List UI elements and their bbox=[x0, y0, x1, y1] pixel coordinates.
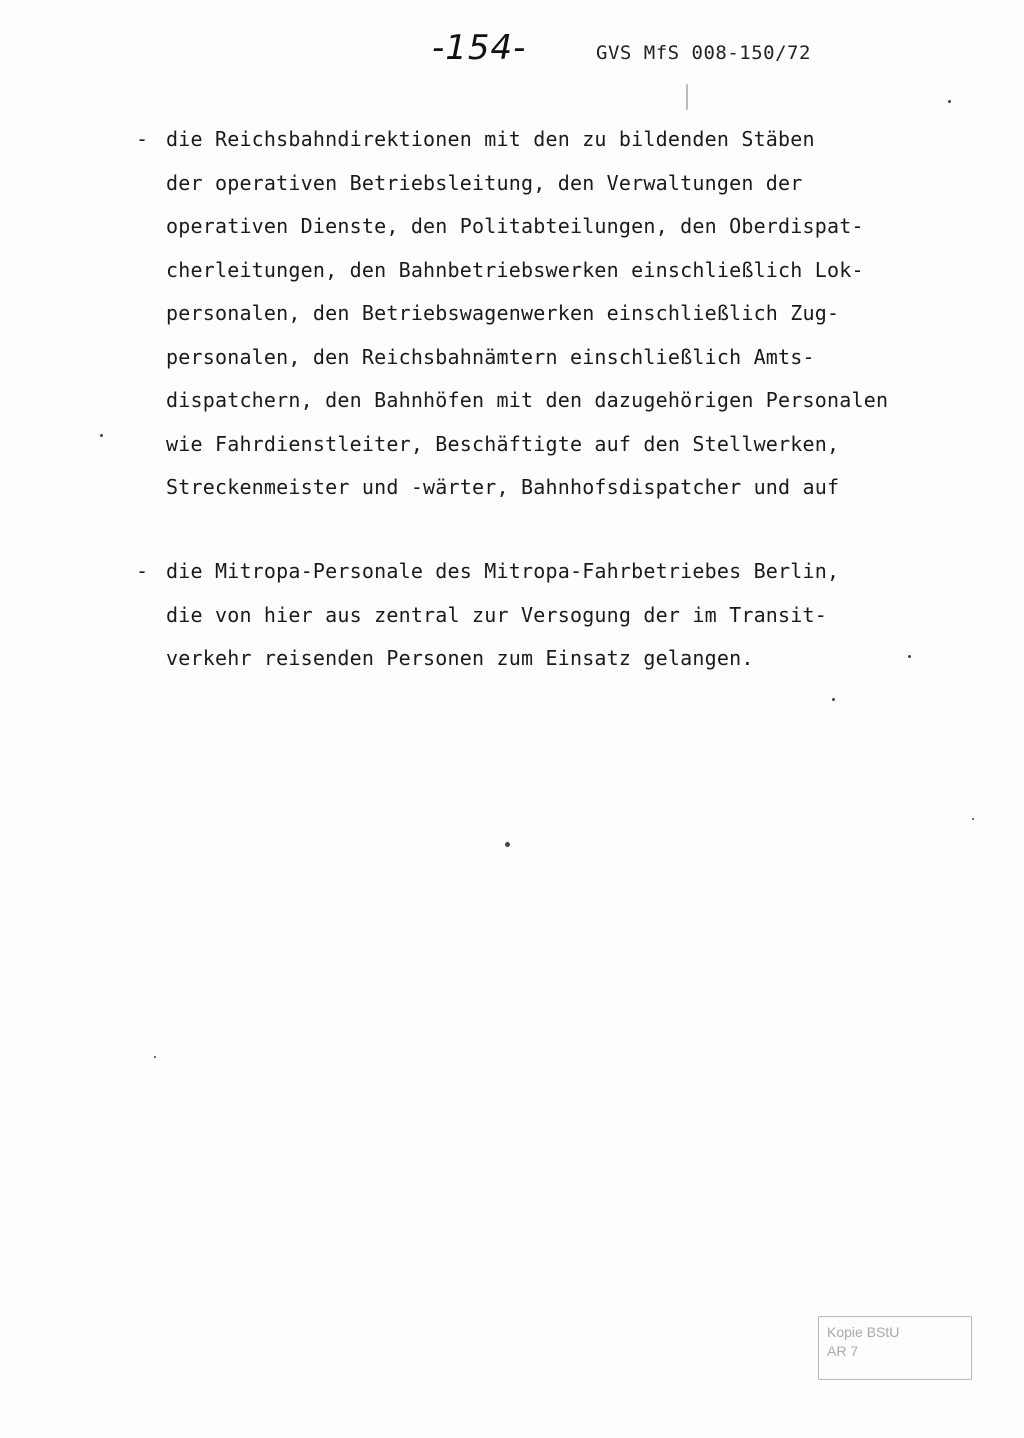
scan-speck bbox=[972, 818, 974, 820]
page-number: -154- bbox=[432, 28, 527, 68]
text-line: cherleitungen, den Bahnbetriebswerken einschließlich Lok- bbox=[166, 257, 864, 282]
stamp-line: Kopie BStU bbox=[827, 1324, 900, 1340]
scan-speck bbox=[154, 1056, 156, 1058]
scan-speck bbox=[686, 84, 688, 110]
list-item bbox=[136, 118, 888, 510]
text-line: operativen Dienste, den Politabteilungen, den Oberdispat- bbox=[166, 214, 864, 238]
stamp-line: AR 7 bbox=[827, 1343, 859, 1359]
text-line: die von hier aus zentral zur Versogung der im Transit- bbox=[166, 602, 828, 627]
archive-stamp bbox=[818, 1316, 972, 1380]
text-line: der operativen Betriebsleitung, den Verwaltungen der bbox=[166, 170, 803, 195]
scan-speck bbox=[948, 100, 951, 103]
text-line: personalen, den Betriebswagenwerken einschließlich Zug- bbox=[166, 301, 840, 325]
scan-speck bbox=[908, 655, 911, 658]
text-line: verkehr reisenden Personen zum Einsatz gelangen. bbox=[166, 646, 754, 670]
text-line: dispatchern, den Bahnhöfen mit den dazugehörigen Personalen bbox=[166, 388, 889, 412]
list-item bbox=[136, 550, 839, 681]
scan-speck bbox=[505, 842, 510, 847]
bullet-dash: - bbox=[136, 559, 149, 583]
scan-speck bbox=[100, 434, 103, 437]
text-line: personalen, den Reichsbahnämtern einschließlich Amts- bbox=[166, 344, 815, 369]
document-reference: GVS MfS 008-150/72 bbox=[596, 42, 811, 64]
text-line: wie Fahrdienstleiter, Beschäftigte auf den Stellwerken, bbox=[166, 431, 840, 456]
text-line: die Mitropa-Personale des Mitropa-Fahrbetriebes Berlin, bbox=[166, 559, 840, 583]
text-line: Streckenmeister und -wärter, Bahnhofsdispatcher und auf bbox=[166, 475, 840, 499]
scan-speck bbox=[832, 698, 835, 701]
text-line: die Reichsbahndirektionen mit den zu bildenden Stäben bbox=[166, 127, 815, 151]
bullet-dash: - bbox=[136, 127, 149, 151]
